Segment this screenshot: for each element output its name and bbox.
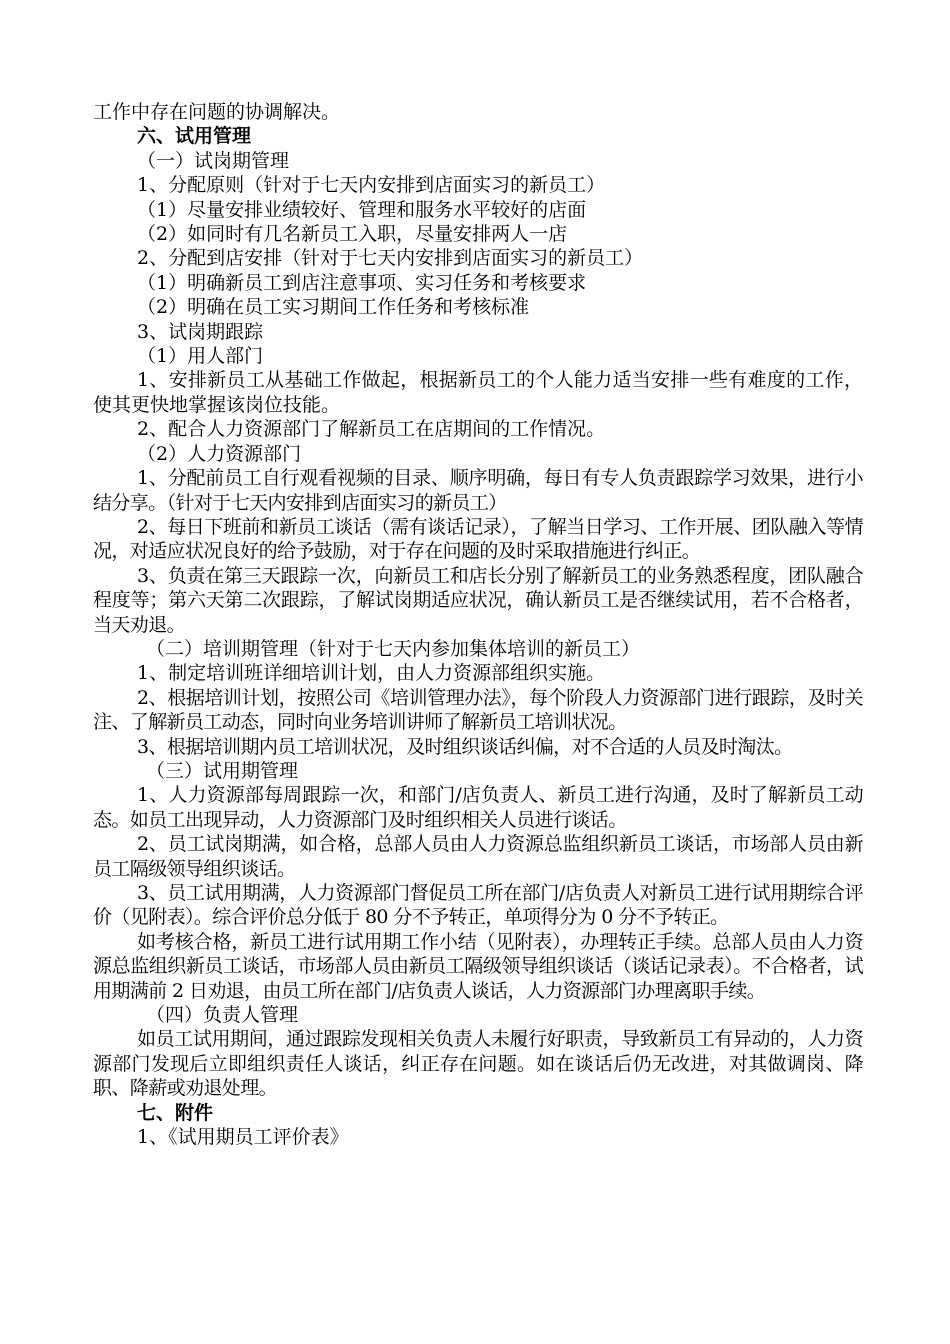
paragraph-cooperate-hr: 2、配合人力资源部门了解新员工在店期间的工作情况。 [137, 418, 606, 441]
paragraph-weekly-tracking: 1、人力资源部每周跟踪一次，和部门/店负责人、新员工进行沟通，及时了解新员工动态。如员工出现异动，人力资源部门及时组织相关人员进行谈话。 [93, 784, 863, 831]
document-body [93, 100, 863, 1149]
paragraph-basic-work: 1、安排新员工从基础工作做起，根据新员工的个人能力适当安排一些有难度的工作，使其更快地掌握该岗位技能。 [93, 369, 863, 416]
paragraph-daily-talk: 2、每日下班前和新员工谈话（需有谈话记录），了解当日学习、工作开展、团队融入等情况，对适应状况良好的给予鼓励，对于存在问题的及时采取措施进行纠正。 [93, 515, 863, 563]
paragraph-training-tracking: 2、根据培训计划，按照公司《培训管理办法》，每个阶段人力资源部门进行跟踪，及时关注、了解新员工动态，同时向业务培训讲师了解新员工培训状况。 [93, 686, 863, 734]
subsection-heading-probation: （三）试用期管理 [146, 759, 299, 782]
paragraph-pass-assessment: 如考核合格，新员工进行试用期工作小结（见附表），办理转正手续。总部人员由人力资源总监组织新员工谈话，市场部人员由新员工隔级领导组织谈话（谈话记录表）。不合格者，试用期满前 2 日劝退，由员工所在部门/店负责人谈话，人力资源部门办理离职手续。 [93, 930, 863, 1002]
paragraph-continuation: 工作中存在问题的协调解决。 [93, 101, 341, 123]
section-heading-trial-management: 六、试用管理 [137, 125, 252, 148]
item-store-arrangement: 2、分配到店安排（针对于七天内安排到店面实习的新员工） [137, 247, 644, 270]
paragraph-trial-post-end: 2、员工试岗期满，如合格，总部人员由人力资源总监组织新员工谈话，市场部人员由新员工隔级领导组织谈话。 [93, 833, 863, 880]
paragraph-training-plan: 1、制定培训班详细培训计划，由人力资源部组织实施。 [137, 662, 606, 685]
section-heading-attachments: 七、附件 [137, 1101, 214, 1124]
paragraph-third-day-tracking: 3、负责在第三天跟踪一次，向新员工和店长分别了解新员工的业务熟悉程度，团队融合程度等；第六天第二次跟踪，了解试岗期适应状况，确认新员工是否继续试用，若不合格者，当天劝退。 [93, 564, 863, 636]
subitem-good-store: （1）尽量安排业绩较好、管理和服务水平较好的店面 [137, 198, 587, 221]
item-trial-tracking: 3、试岗期跟踪 [137, 320, 264, 343]
paragraph-probation-end: 3、员工试用期满，人力资源部门督促员工所在部门/店负责人对新员工进行试用期综合评价（见附表）。综合评价总分低于 80 分不予转正，单项得分为 0 分不予转正。 [93, 882, 863, 929]
paragraph-video-catalog: 1、分配前员工自行观看视频的目录、顺序明确，每日有专人负责跟踪学习效果，进行小结分享。（针对于七天内安排到店面实习的新员工） [93, 467, 863, 514]
subitem-store-notes: （1）明确新员工到店注意事项、实习任务和考核要求 [137, 271, 587, 294]
paragraph-manager-responsibility: 如员工试用期间，通过跟踪发现相关负责人未履行好职责，导致新员工有异动的，人力资源部门发现后立即组织责任人谈话，纠正存在问题。如在谈话后仍无改进，对其做调岗、降职、降薪或劝退处理。 [93, 1028, 863, 1100]
paragraph-training-correction: 3、根据培训期内员工培训状况，及时组织谈话纠偏，对不合适的人员及时淘汰。 [137, 735, 793, 758]
subitem-hiring-department: （1）用人部门 [137, 345, 264, 368]
subsection-heading-trial-post: （一）试岗期管理 [137, 149, 290, 172]
subsection-heading-training: （二）培训期管理（针对于七天内参加集体培训的新员工） [146, 637, 641, 660]
subsection-heading-manager: （四）负责人管理 [146, 1004, 299, 1027]
subitem-hr-department: （2）人力资源部门 [137, 442, 302, 465]
attachment-item-evaluation-form: 1、《试用期员工评价表》 [137, 1126, 349, 1149]
subitem-intern-tasks: （2）明确在员工实习期间工作任务和考核标准 [137, 296, 530, 319]
item-allocation-principle: 1、分配原则（针对于七天内安排到店面实习的新员工） [137, 174, 606, 197]
subitem-two-per-store: （2）如同时有几名新员工入职，尽量安排两人一店 [137, 223, 568, 246]
